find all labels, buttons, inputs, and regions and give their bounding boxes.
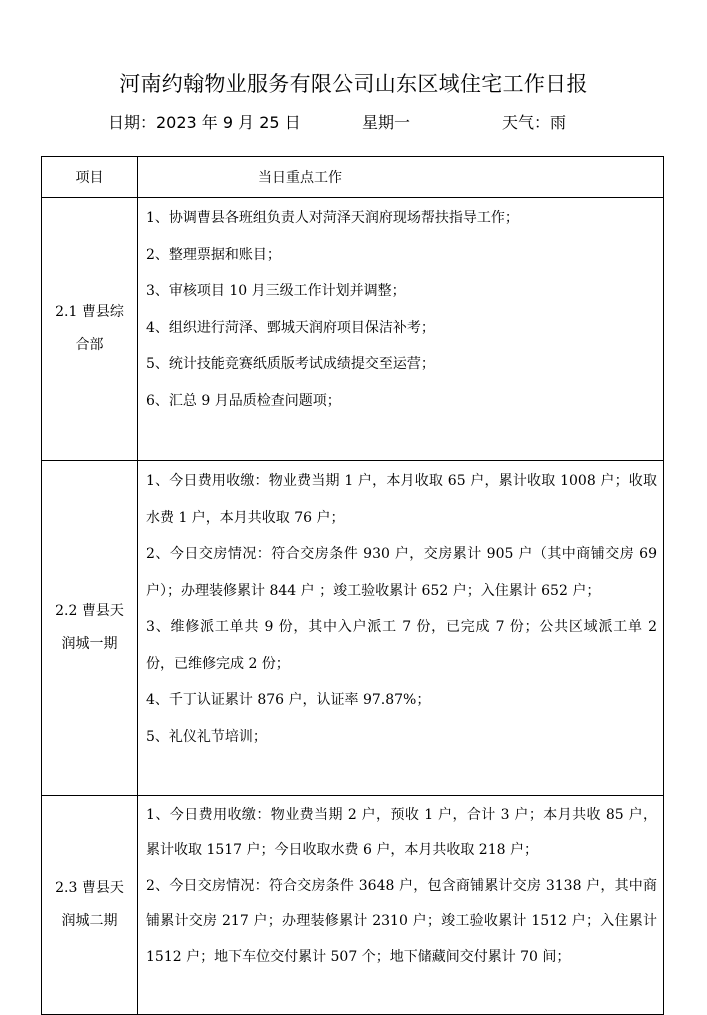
section-work-cell (138, 198, 664, 461)
work-line: 3、审核项目 10 月三级工作计划并调整； (146, 283, 406, 300)
table-row (42, 796, 664, 1015)
section-work-cell (138, 796, 664, 1015)
daily-report-table (41, 156, 664, 1015)
section-item-label: 2.2 曹县天润城一期 (55, 603, 124, 652)
report-title: 河南约翰物业服务有限公司山东区域住宅工作日报 (119, 72, 588, 96)
work-line: 6、汇总 9 月品质检查问题项； (146, 392, 341, 409)
section-item-cell (42, 461, 138, 796)
work-line: 1、协调曹县各班组负责人对菏泽天润府现场帮扶指导工作； (146, 210, 519, 226)
report-date: 日期：2023 年 9 月 25 日 (108, 113, 301, 132)
work-line: 5、统计技能竞赛纸质版考试成绩提交至运营； (146, 356, 435, 373)
section-work-cell (138, 461, 664, 796)
report-weather: 天气：雨 (502, 113, 567, 132)
table-row (42, 198, 664, 461)
work-line: 4、组织进行菏泽、鄄城天润府项目保洁补考； (146, 319, 435, 336)
table-header-row (42, 157, 664, 198)
work-line: 2、整理票据和账目； (146, 246, 281, 263)
work-line: 1、今日费用收缴：物业费当期 1 户，本月收取 65 户，累计收取 1008 户；收取水费 1 户，本月共收取 76 户； (146, 473, 657, 526)
table-row (42, 461, 664, 796)
section-item-cell (42, 796, 138, 1015)
header-work: 当日重点工作 (138, 157, 664, 198)
section-item-label: 2.1 曹县综合部 (55, 304, 124, 353)
work-line: 2、今日交房情况：符合交房条件 930 户，交房累计 905 户（其中商铺交房 69 户）；办理装修累计 844 户 ；竣工验收累计 652 户；入住累计 652 户； (146, 546, 657, 599)
report-weekday: 星期一 (362, 113, 411, 132)
work-line: 2、今日交房情况：符合交房条件 3648 户，包含商铺累计交房 3138 户，其中商铺累计交房 217 户；办理装修累计 2310 户；竣工验收累计 1512 户；入住累计 1512 户；地下车位交付累计 507 个；地下储藏间交付累计 70 间； (146, 877, 657, 965)
section-item-label: 2.3 曹县天润城二期 (55, 880, 124, 929)
work-line: 4、千丁认证累计 876 户，认证率 97.87%； (146, 692, 431, 708)
work-line: 5、礼仪礼节培训； (146, 728, 267, 745)
work-line: 3、维修派工单共 9 份，其中入户派工 7 份，已完成 7 份；公共区域派工单 2 份，已维修完成 2 份； (146, 619, 657, 672)
header-item: 项目 (42, 157, 138, 198)
work-line: 1、今日费用收缴：物业费当期 2 户，预收 1 户，合计 3 户；本月共收 85 户， 累计收取 1517 户；今日收取水费 6 户，本月共收取 218 户； (146, 807, 657, 859)
section-item-cell (42, 198, 138, 461)
